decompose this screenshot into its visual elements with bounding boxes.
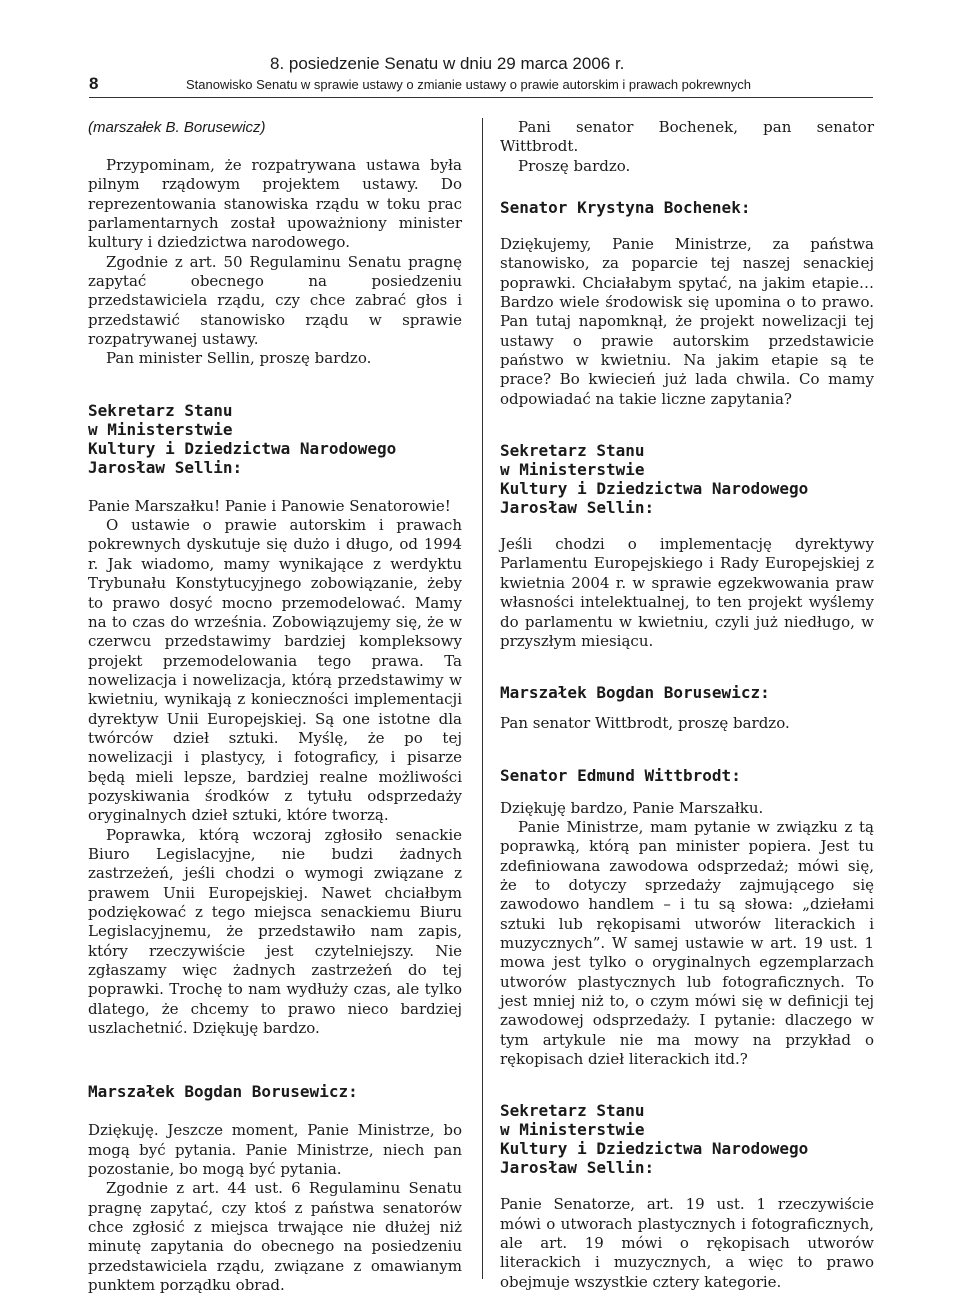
speaker-heading-line: Senator Edmund Wittbrodt: — [500, 765, 741, 785]
speaker-heading-line: Senator Krystyna Bochenek: — [500, 198, 751, 218]
speaker-heading — [500, 683, 874, 702]
speaker-heading-line: Marszałek Bogdan Borusewicz: — [500, 683, 770, 703]
session-subtitle: Stanowisko Senatu w sprawie ustawy o zmianie ustawy o prawie autorskim i prawach pokrewnych — [186, 77, 752, 92]
left-column — [88, 118, 462, 1296]
paragraph: Przypominam, że rozpatrywana ustawa była pilnym rządowym projektem ustawy. Do reprezentowania stanowiska rządu w toku prac parlamentarnych został upoważniony minister kultury i dziedzictwa narodowego. — [88, 156, 462, 252]
paragraph: Dziękuję bardzo, Panie Marszałku. — [500, 798, 764, 817]
speaker-heading — [88, 401, 462, 477]
speaker-heading-line: Kultury i Dziedzictwa Narodowego — [500, 1139, 809, 1159]
speaker-heading-line: Jarosław Sellin: — [500, 1158, 655, 1178]
paragraph: Zgodnie z art. 50 Regulaminu Senatu pragnę zapytać obecnego na posiedzeniu przedstawiciela rządu, czy chce zabrać głos i przedstawić stanowisko rządu w sprawie rozpatrywanej ustawy. — [88, 252, 462, 349]
speaker-heading-line: Jarosław Sellin: — [500, 498, 655, 518]
speaker-heading-line: w Ministerstwie — [88, 419, 233, 439]
speaker-heading-line: Kultury i Dziedzictwa Narodowego — [500, 479, 809, 499]
column-divider — [482, 118, 483, 1279]
paragraph: Pani senator Bochenek, pan senator Wittbrodt. — [500, 118, 874, 156]
header-rule — [89, 97, 873, 98]
speaker-heading — [500, 1101, 874, 1177]
paragraph: Poprawka, którą wczoraj zgłosiło senackie Biuro Legislacyjne, nie budzi żadnych zastrzeżeń, jeśli chodzi o wymogi związane z prawem Unii Europejskiej. Nawet chciałbym podziękować z tego miejsca senackiemu Biuru Legislacyjnemu, że przedstawiło nam zapis, który rzeczywiście jest czytelniejszy. Nie zgłaszamy więc żadnych zastrzeżeń do tej poprawki. Trochę to nam wydłuży czas, ale tylko dlatego, że chcemy to prawo nieco bardziej uszlachetnić. Dziękuję bardzo. — [88, 825, 462, 1038]
speaker-heading-line: w Ministerstwie — [500, 1120, 645, 1140]
paragraph: Zgodnie z art. 44 ust. 6 Regulaminu Senatu pragnę zapytać, czy ktoś z państwa senatorów chce zgłosić z miejsca trwające nie dłużej niż minutę zapytania do obecnego na posiedzeniu przedstawiciela rządu, związane z omawianym punktem porządku obrad. — [88, 1179, 462, 1295]
session-title: 8. posiedzenie Senatu w dniu 29 marca 2006 r. — [270, 54, 625, 73]
right-column — [500, 118, 874, 1292]
speaker-heading — [500, 441, 874, 517]
paragraph: Pan minister Sellin, proszę bardzo. — [106, 349, 372, 368]
paragraph: Dziękuję. Jeszcze moment, Panie Ministrze, bo mogą być pytania. Panie Ministrze, niech pan pozostanie, bo mogą być pytania. — [88, 1121, 462, 1179]
paragraph: Jeśli chodzi o implementację dyrektywy Parlamentu Europejskiego i Rady Europejskiej z kwietnia 2004 r. w sprawie egzekwowania praw własności intelektualnej, to ten projekt wyślemy do parlamentu w kwietniu, czyli już niedługo, w przyszłym miesiącu. — [500, 535, 874, 650]
paragraph: Panie Ministrze, mam pytanie w związku z tą poprawką, którą pan minister popiera. Jest tu zdefiniowana zawodowa odsprzedaż; mówi się, że to dotyczy sprzedaży zajmującego się zawodowo handlem – i tu są słowa: „dziełami sztuki lub rękopisami utworów literackich i muzycznych”. W samej ustawie w art. 19 ust. 1 mowa jest tylko o oryginalnych egzemplarzach utworów plastycznych lub fotograficznych. To jest mniej niż to, o czym mówi się w definicji tej zawodowej odsprzedaży. I pytanie: dlaczego w tym artykule nie ma mowy na przykład o rękopisach dzieł literackich itd.? — [500, 817, 874, 1068]
speaker-heading-line: Sekretarz Stanu — [500, 441, 645, 461]
paragraph: Panie Marszałku! Panie i Panowie Senatorowie! — [88, 496, 451, 515]
speaker-heading-line: Jarosław Sellin: — [88, 457, 243, 477]
speaker-heading-line: Kultury i Dziedzictwa Narodowego — [88, 438, 397, 458]
speaker-heading-line: Marszałek Bogdan Borusewicz: — [88, 1082, 358, 1102]
speaker-heading — [500, 766, 874, 785]
speaker-heading-line: Sekretarz Stanu — [500, 1101, 645, 1121]
paragraph: Proszę bardzo. — [518, 156, 631, 175]
paragraph: Pan senator Wittbrodt, proszę bardzo. — [500, 714, 790, 733]
speaker-marker: (marszałek B. Borusewicz) — [88, 119, 266, 136]
paragraph: Panie Senatorze, art. 19 ust. 1 rzeczywiście mówi o utworach plastycznych i fotograficznych, ale art. 19 mówi o rękopisach utworów literackich i muzycznych, a więc to prawo obejmuje wszystkie cztery kategorie. — [500, 1195, 874, 1291]
speaker-heading — [88, 1082, 462, 1101]
paragraph: Dziękujemy, Panie Ministrze, za państwa stanowisko, za poparcie tej naszej senackiej poprawki. Chciałabym spytać, na jakim etapie… Bardzo wiele środowisk się upomina o to prawo. Pan tutaj napomknął, że projekt nowelizacji tej ustawy o prawie autorskim przedstawicie państwo w kwietniu. Na jakim etapie są te prace? Bo kwiecień już lada chwila. Co mamy odpowiadać na takie liczne zapytania? — [500, 235, 874, 408]
speaker-heading — [500, 198, 874, 217]
paragraph: O ustawie o prawie autorskim i prawach pokrewnych dyskutuje się dużo i długo, od 1994 r. Jak wiadomo, mamy wynikające z werdyktu Trybunału Konstytucyjnego zobowiązanie, żeby to prawo dosyć mocno przemodelować. Mamy na to czas do września. Zobowiązujemy się, że w czerwcu przedstawimy bardziej kompleksowy projekt przemodelowania tego prawa. Ta nowelizacja i nowelizacja, którą przedstawimy w kwietniu, wynikają z konieczności implementacji dyrektyw Unii Europejskiej. Są one istotne dla twórców dzieł sztuki. Myślę, że po tej nowelizacji i plastycy, i fotograficy, i pisarze będą mieli lepsze, bardziej realne możliwości pozyskiwania środków z tytułu odsprzedaży oryginalnych dzieł sztuki, które tworzą. — [88, 516, 462, 825]
speaker-heading-line: w Ministerstwie — [500, 460, 645, 480]
speaker-heading-line: Sekretarz Stanu — [88, 400, 233, 420]
page-number: 8 — [89, 74, 99, 93]
